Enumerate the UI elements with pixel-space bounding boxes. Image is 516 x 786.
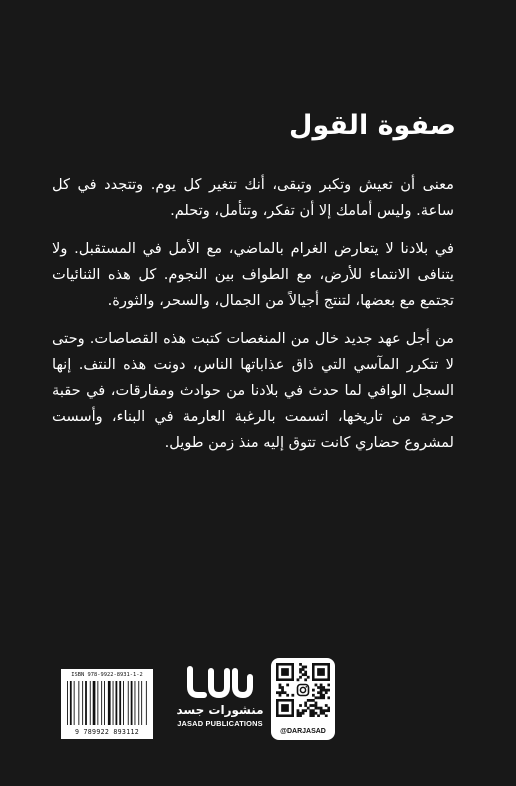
publisher-name-en: JASAD PUBLICATIONS	[177, 719, 263, 728]
barcode-bars	[67, 681, 147, 725]
isbn-label: ISBN 978-9922-8931-1-2	[71, 672, 143, 678]
publisher-name-ar: منشورات جسد	[176, 703, 264, 717]
blurb-paragraph-2: في بلادنا لا يتعارض الغرام بالماضي، مع الأمل في المستقبل. ولا يتنافى الانتماء للأرض، مع الطواف بين النجوم. كل هذه الثنائيات تجتمع مع بعضها، لتنتج أجيالاً من الجمال، والسحر، والثورة.	[52, 240, 454, 309]
isbn-digits: 9 789922 893112	[74, 728, 140, 736]
blurb-paragraph-1: معنى أن تعيش وتكبر وتبقى، أنك تتغير كل يوم. وتتجدد في كل ساعة. وليس أمامك إلا أن تفكر، وتتأمل، وتحلم.	[52, 176, 454, 219]
blurb-paragraph-3: من أجل عهد جديد خال من المنغصات كتبت هذه القصاصات. وحتى لا تتكرر المآسي التي ذاق عذاباتها الناس، دونت هذه النتف. إنها السجل الوافي لما حدث في بلادنا من حوادث ومفارقات، في حقبة حرجة من تاريخها، اتسمت بالرغبة العارمة في البناء، وأسست لمشروع حضاري كانت تتوق إليه منذ زمن طويل.	[52, 330, 454, 451]
social-handle: @DARJASAD	[280, 728, 326, 735]
qr-code	[276, 663, 330, 717]
cover-footer	[0, 655, 516, 745]
instagram-icon	[296, 683, 310, 697]
isbn-barcode	[61, 669, 153, 739]
blurb	[52, 172, 454, 468]
publisher-logo-icon	[183, 665, 257, 699]
publisher-block	[172, 665, 268, 741]
book-title: صفوة القول	[289, 110, 456, 141]
qr-code-card	[271, 658, 335, 740]
